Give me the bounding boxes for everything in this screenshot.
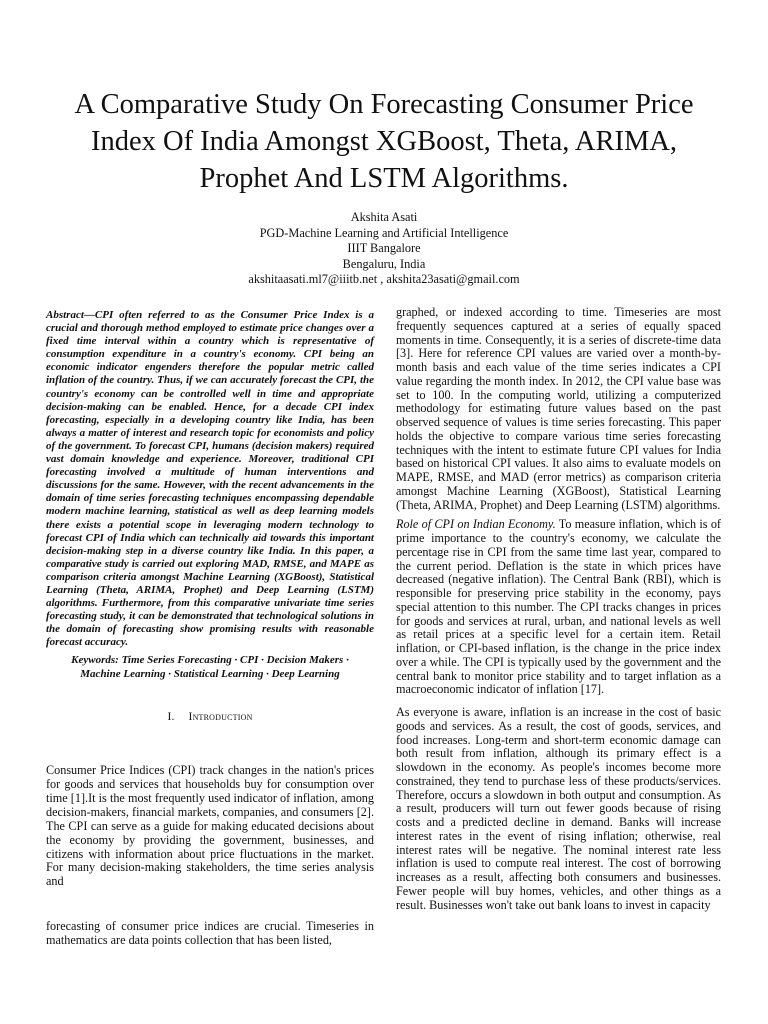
author-institution: IIIT Bangalore [347,241,421,255]
author-block [100,210,668,288]
author-emails: akshitaasati.ml7@iiitb.net , akshita23asati@gmail.com [248,272,520,286]
author-name: Akshita Asati [350,210,418,224]
author-program: PGD-Machine Learning and Artificial Intelligence [259,225,509,240]
paragraph-body: To measure inflation, which is of prime importance to the country's economy, we calculate the percentage rise in CPI from the same time last year, compared to the current period. Deflation is the state in which prices have decreased (negative inflation). The Central Bank (RBI), which is responsible for preserving price stability in the economy, pays special attention to this number. The CPI tracks changes in prices for goods and services at rural, urban, and national levels as well as retail prices at a specific level for a certain item. Retail inflation, or CPI-based inflation, is the change in the price index over a while. The CPI is typically used by the government and the central bank to monitor price stability and to target inflation as a macroeconomic indicator of inflation [17]. [396,517,721,697]
paragraph-lead: Role of CPI on Indian Economy. [396,517,556,532]
section-number: I. [167,711,175,724]
intro-paragraph-2: forecasting of consumer price indices are crucial. Timeseries in mathematics are data points collection that has been listed, [46,919,374,948]
left-column [46,309,374,948]
author-location: Bengaluru, India [342,256,426,271]
right-paragraph-2 [396,518,721,697]
keywords: Keywords: Time Series Forecasting · CPI · Decision Makers · Machine Learning · Statistical Learning · Deep Learning [71,654,349,680]
right-paragraph-3: As everyone is aware, inflation is an increase in the cost of basic goods and services. As a result, the cost of goods, services, and food increases. Long-term and short-term economic damage can both result from inflation, although its primary effect is a slowdown in the economy. As people's incomes become more constrained, they tend to purchase less of these products/services. Therefore, occurs a slowdown in both output and consumption. As a result, producers will turn out fewer goods because of rising costs and a predicted decline in demand. Banks will increase interest rates in the event of rising inflation; otherwise, real interest rates will be negative. The nominal interest rate less inflation is used to compute real interest. The cost of borrowing increases as a result, affecting both consumers and businesses. Fewer people will buy homes, vehicles, and other things as a result. Businesses won't take out bank loans to invest in capacity [396,705,721,912]
section-title: Introduction [188,711,253,724]
paper-title: A Comparative Study On Forecasting Consumer Price Index Of India Amongst XGBoost, Theta, ARIMA, Prophet And LSTM Algorithms. [74,89,694,194]
section-heading [46,711,374,724]
intro-paragraph-1: Consumer Price Indices (CPI) track changes in the nation's prices for goods and services that households buy for consumption over time [1].It is the most frequently used indicator of inflation, among decision-makers, financial markets, companies, and consumers [2]. The CPI can serve as a guide for making educated decisions about the economy by providing the government, businesses, and citizens with information about price fluctuations in the market. For many decision-making stakeholders, the time series analysis and [46,763,374,889]
right-column [396,306,721,912]
abstract: Abstract—CPI often referred to as the Consumer Price Index is a crucial and thorough method employed to estimate price changes over a fixed time interval within a country which is representative of consumption expenditure in a country's economy. CPI being an economic indicator engenders therefore the popular metric called inflation of the country. Thus, if we can accurately forecast the CPI, the country's economy can be controlled well in time and appropriate decision-making can be enabled. Hence, for a decade CPI index forecasting, especially in a developing country like India, has been always a matter of interest and research topic for economists and policy of the government. To forecast CPI, humans (decision makers) required vast domain knowledge and experience. Moreover, traditional CPI forecasting involved a multitude of human interventions and discussions for the same. However, with the recent advancements in the domain of time series forecasting techniques encompassing dependable modern machine learning, statistical as well as deep learning models there exists a potential scope in leveraging modern technology to forecast CPI of India which can technically aid towards this important decision-making step in a diverse country like India. In this paper, a comparative study is carried out exploring MAD, RMSE, and MAPE as comparison criteria amongst Machine Learning (XGBoost), Statistical Learning (Theta, ARIMA, Prophet) and Deep Learning (LSTM) algorithms. Furthermore, from this comparative univariate time series forecasting study, it can be demonstrated that technological solutions in the domain of forecasting show promising results with reasonable forecast accuracy. [46,309,374,649]
right-paragraph-1: graphed, or indexed according to time. Timeseries are most frequently sequences captured at a series of equally spaced moments in time. Consequently, it is a series of discrete-time data [3]. Here for reference CPI values are varied over a month-by-month basis and each value of the time series indicates a CPI value regarding the month index. In 2012, the CPI value base was set to 100. In the computing world, utilizing a computerized methodology for estimating future values based on the past observed sequence of values is time series forecasting. This paper holds the objective to compare various time series forecasting techniques with the intent to estimate future CPI values for India based on historical CPI values. It also aims to evaluate models on MAPE, RMSE, and MAD (error metrics) as comparison criteria amongst Machine Learning (XGBoost), Statistical Learning (Theta, ARIMA, Prophet) and Deep Learning (LSTM) algorithms. [396,305,721,512]
